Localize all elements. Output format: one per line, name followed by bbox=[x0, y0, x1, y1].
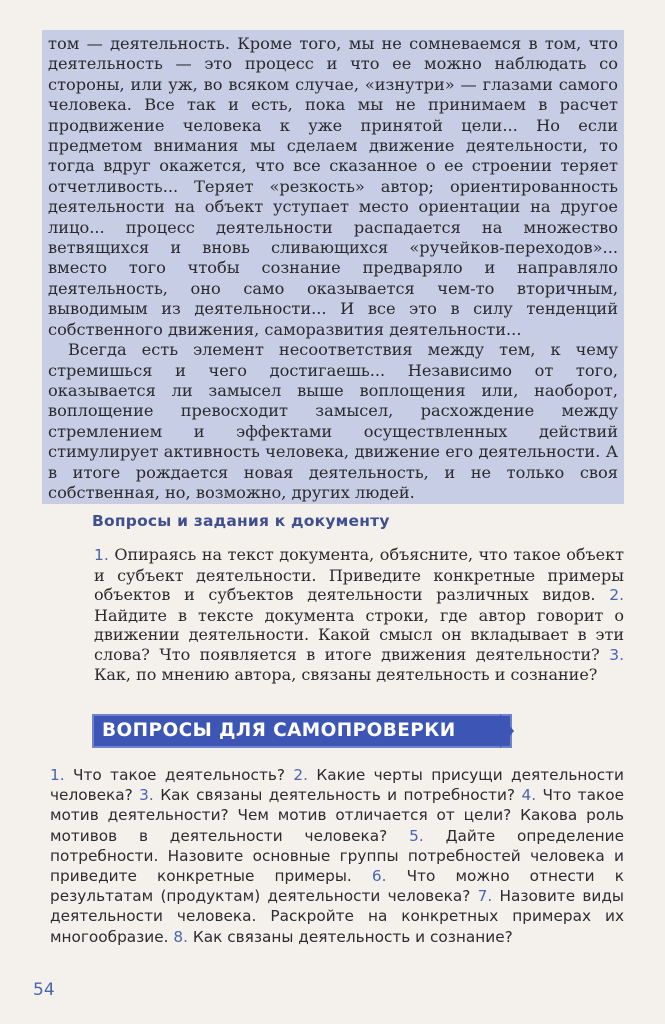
question-text: Как связаны деятельность и потребности? bbox=[160, 786, 516, 805]
question-number: 1. bbox=[50, 766, 65, 784]
question-text: Что можно отнести к результатам (продуктам) деятельности человека? bbox=[50, 867, 624, 906]
question-number: 4. bbox=[521, 786, 537, 805]
review-questions-list bbox=[50, 765, 624, 947]
document-excerpt bbox=[48, 34, 618, 503]
question-number: 2. bbox=[293, 766, 309, 784]
list-item bbox=[94, 545, 624, 604]
document-paragraph-1: том — деятельность. Кроме того, мы не сомневаемся в том, что деятельность — это процесс и что ее можно наблюдать со стороны, или уж, во всяком случае, «изнутри» — глазами самого человека. Все так и есть, пока мы не принимаем в расчет продвижение человека к уже принятой цели... Но если предметом внимания мы сделаем движение деятельности, то тогда вдруг окажется, что все сказанное о ее строении теряет отчетливость... Теряет «резкость» автор; ориентированность деятельности на объект уступает место ориентации на другое лицо... процесс деятельности распадается на множество ветвящихся и вновь сливающихся «ручейков-переходов»... вместо того чтобы сознание предваряло и направляло деятельность, оно само оказывается чем-то вторичным, выводимым из деятельности... И все это в силу тенденций собственного движения, саморазвития деятельности... bbox=[48, 34, 618, 339]
task-text: Как, по мнению автора, связаны деятельность и сознание? bbox=[94, 665, 598, 684]
document-paragraph-2: Всегда есть элемент несоответствия между тем, к чему стремишься и чего достигаешь... Независимо от того, оказывается ли замысел выше воплощения или, наоборот, воплощение превосходит замысел, расхождение между стремлением и эффектами осуществленных действий стимулирует активность человека, движение его деятельности. А в итоге рождается новая деятельность, и не только своя собственная, но, возможно, других людей. bbox=[48, 340, 618, 502]
question-text: Дайте определение потребности. Назовите основные группы потребностей человека и приведите конкретные примеры. bbox=[50, 826, 624, 886]
question-number: 6. bbox=[371, 867, 387, 886]
task-number: 3. bbox=[609, 645, 624, 664]
task-text: Найдите в тексте документа строки, где автор говорит о движении деятельности. Какой смысл он вкладывает в эти слова? Что появляется в итоге движения деятельности? bbox=[94, 605, 624, 664]
tasks-section-title: Вопросы и задания к документу bbox=[92, 512, 390, 530]
question-text: Назовите виды деятельности человека. Раскройте на конкретных примерах их многообразие. bbox=[50, 887, 624, 946]
review-section-banner: ВОПРОСЫ ДЛЯ САМОПРОВЕРКИ bbox=[92, 714, 512, 748]
question-number: 5. bbox=[409, 826, 424, 845]
question-number: 7. bbox=[477, 887, 493, 906]
question-number: 3. bbox=[139, 786, 154, 805]
task-text: Опираясь на текст документа, объясните, что такое объект и субъект деятельности. Приведите конкретные примеры объектов и субъектов деятельности различных видов. bbox=[94, 545, 624, 604]
list-item bbox=[173, 928, 512, 946]
task-number: 2. bbox=[609, 586, 624, 604]
banner-arrow-decoration bbox=[500, 714, 514, 748]
question-number: 8. bbox=[173, 927, 189, 946]
page-number: 54 bbox=[33, 980, 55, 1000]
question-text: Что такое деятельность? bbox=[73, 766, 285, 784]
task-number: 1. bbox=[94, 546, 109, 564]
question-text: Что такое мотив деятельности? Чем мотив отличается от цели? Какова роль мотивов в деятельности человека? bbox=[50, 786, 624, 845]
question-text: Какие черты присущи деятельности человека? bbox=[50, 766, 624, 805]
list-item bbox=[50, 766, 285, 784]
tasks-list bbox=[94, 545, 624, 685]
question-text: Как связаны деятельность и сознание? bbox=[192, 927, 513, 946]
list-item bbox=[139, 786, 515, 804]
